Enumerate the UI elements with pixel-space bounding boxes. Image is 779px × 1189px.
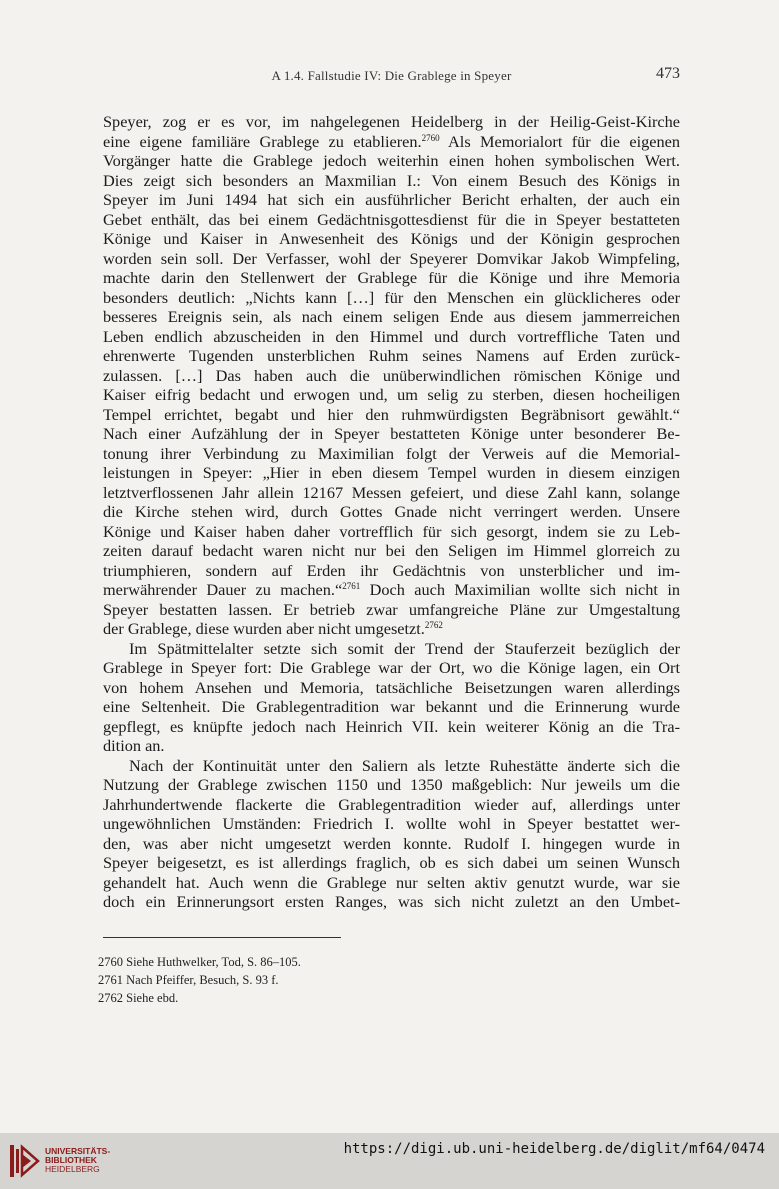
- text-line: triumphieren, sondern auf Erden ihr Gedächtnis von unsterblicher und im-: [103, 560, 680, 580]
- text-line: leistungen in Speyer: „Hier in eben diesem Tempel wurden in diesem einzigen: [103, 463, 680, 482]
- footnotes: [98, 953, 301, 1007]
- footnote-ref-2760[interactable]: 2760: [421, 132, 440, 143]
- text-line: Leben endlich abzuscheiden in den Himmel und durch vortreffliche Taten und: [103, 326, 680, 346]
- text-line: Nutzung der Grablege zwischen 1150 und 1350 maßgeblich: Nur jeweils um die: [103, 775, 680, 794]
- running-header: [103, 66, 680, 88]
- text-line: letztverflossenen Jahr allein 12167 Messen gefeiert, und diese Zahl kann, solange: [103, 482, 680, 502]
- university-seal-icon: [8, 1143, 40, 1179]
- footnote-ref-2762[interactable]: 2762: [424, 620, 443, 630]
- text-line: ungewöhnlichen Umständen: Friedrich I. wollte wohl in Speyer bestattet wer-: [103, 814, 680, 833]
- text-line: gehandelt hat. Auch wenn die Grablege nur selten aktiv genutzt wurde, war sie: [103, 872, 680, 892]
- text-line: dition an.: [103, 736, 165, 755]
- text-line: eine eigene familiäre Grablege zu etablieren.$^{2760}$ Als Memorialort für die eigenen: [103, 131, 680, 151]
- text-line: Speyer bestatten lassen. Er betrieb zwar umfangreiche Pläne zur Umgestaltung: [103, 599, 680, 619]
- text-line: Vorgänger hatte die Grablege jedoch weiterhin einen hohen symbolischen Wert.: [103, 151, 680, 170]
- text-line: Dies zeigt sich besonders an Maxmilian I.: Von einem Besuch des Königs in: [103, 170, 680, 190]
- viewer-footer: [0, 1133, 779, 1189]
- text-line: Tempel errichtet, begabt und hier den ruhmwürdigsten Begräbnisort gewählt.“: [103, 404, 680, 424]
- text-line: Im Spätmittelalter setzte sich somit der Trend der Stauferzeit bezüglich der: [129, 638, 680, 658]
- text-line: die Kirche stehen wird, durch Gottes Gnade nicht verringert werden. Unsere: [103, 502, 680, 521]
- text-line: Speyer beigesetzt, es ist allerdings fraglich, ob es sich dabei um seinen Wunsch: [103, 853, 680, 872]
- text-line: ehrenwerte Tugenden unsterblichen Ruhm seines Namens auf Erden zurück-: [103, 346, 680, 365]
- footnote-2762: 2762 Siehe ebd.: [98, 991, 179, 1005]
- paragraph-3: [103, 756, 680, 912]
- text-line: Nach der Kontinuität unter den Saliern als letzte Ruhestätte änderte sich die: [129, 755, 680, 775]
- library-logo[interactable]: [8, 1143, 138, 1179]
- text-line: eine Seltenheit. Die Grablegentradition war bekannt und die Erinnerung wurde: [103, 697, 680, 716]
- footnote-divider: [103, 937, 341, 938]
- text-line: von hohem Ansehen und Memoria, tatsächliche Beisetzungen waren allerdings: [103, 677, 680, 697]
- library-name: UNIVERSITÄTS- BIBLIOTHEK HEIDELBERG: [45, 1146, 111, 1174]
- text-line: gepflegt, es knüpfte jedoch nach Heinrich VII. kein weiterer König an die Tra-: [103, 716, 680, 736]
- text-line: Jahrhundertwende flackerte die Grablegentradition wieder auf, allerdings unter: [103, 794, 680, 814]
- text-line: tonung ihrer Verbindung zu Maximilian folgt der Verweis auf die Memorial-: [103, 443, 680, 463]
- running-title: A 1.4. Fallstudie IV: Die Grablege in Speyer: [271, 68, 512, 83]
- permalink-url[interactable]: https://digi.ub.uni-heidelberg.de/diglit/mf64/0474: [343, 1141, 765, 1157]
- text-line: Gebet enthält, das bei einem Gedächtnisgottesdienst für die in Speyer bestatteten: [103, 209, 680, 229]
- text-line: Nach einer Aufzählung der in Speyer bestatteten Könige unter besonderer Be-: [103, 424, 680, 443]
- text-line: Speyer, zog er es vor, im nahgelegenen Heidelberg in der Heilig-Geist-Kirche: [103, 112, 680, 131]
- page-number: 473: [656, 65, 680, 82]
- text-line: merwährender Dauer zu machen.“$^{2761}$ Doch auch Maximilian wollte sich nicht in: [103, 580, 680, 599]
- text-line: Könige und Kaiser haben daher vortrefflich für sich gesorgt, indem sie zu Leb-: [103, 521, 680, 541]
- text-line: machte darin den Stellenwert der Grablege für die Könige und ihre Memoria: [103, 268, 680, 287]
- main-text: [103, 112, 680, 912]
- text-line: worden sein soll. Der Verfasser, wohl der Speyerer Domvikar Jakob Wimpfeling,: [103, 248, 680, 268]
- footnote-ref-2761[interactable]: 2761: [342, 581, 361, 591]
- text-line: der Grablege, diese wurden aber nicht umgesetzt.$^{2762}$: [103, 619, 443, 638]
- text-line: zulassen. […] Das haben auch die unüberwindlichen römischen Könige und: [103, 365, 680, 385]
- text-line: besonders deutlich: „Nichts kann […] für den Menschen ein glücklicheres oder: [103, 287, 680, 307]
- paragraph-2: [103, 639, 680, 756]
- paragraph-1: [103, 112, 680, 639]
- text-line: den, was aber nicht umgesetzt werden konnte. Rudolf I. hingegen wurde in: [103, 833, 680, 853]
- text-line: Speyer im Juni 1494 hat sich ein ausführlicher Bericht erhalten, der auch ein: [103, 190, 680, 209]
- text-line: Könige und Kaiser in Anwesenheit des Königs und der Königin gesprochen: [103, 229, 680, 248]
- text-line: Kaiser eifrig bedacht und erwogen und, um selig zu sterben, diesen hocheiligen: [103, 385, 680, 404]
- text-line: doch ein Erinnerungsort ersten Ranges, was sich nicht zuletzt an den Umbet-: [103, 892, 680, 911]
- footnote-2761: 2761 Nach Pfeiffer, Besuch, S. 93 f.: [98, 973, 279, 987]
- text-line: Grablege in Speyer fort: Die Grablege war der Ort, wo die Könige lagen, ein Ort: [103, 658, 680, 677]
- text-line: besseres Ereignis sein, als nach einem seligen Ende aus diesem jammerreichen: [103, 307, 680, 326]
- footnote-2760: 2760 Siehe Huthwelker, Tod, S. 86–105.: [98, 955, 301, 969]
- text-line: zeiten darauf bedacht waren nicht nur bei den Seligen im Himmel glorreich zu: [103, 541, 680, 560]
